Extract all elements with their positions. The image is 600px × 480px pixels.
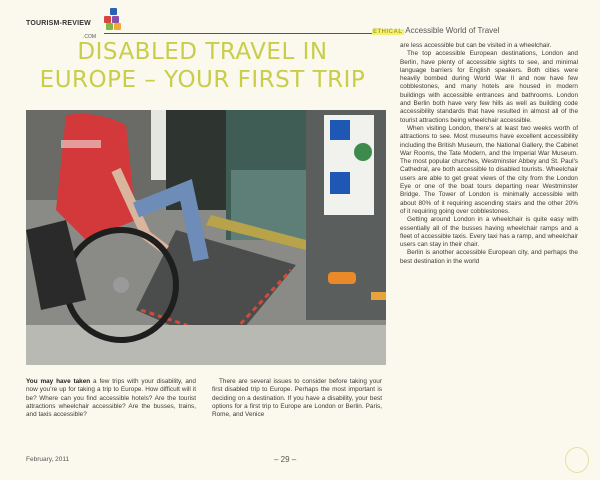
article-photo: [26, 110, 386, 365]
lead-in: You may have taken: [26, 378, 91, 385]
paragraph: Getting around London in a wheelchair is quite easy with essentially all of the busses having wheelchair ramps and a fleet of accessible taxis. Every taxi has a ramp, and wheelchair users can stay in their chair.: [400, 216, 578, 249]
wheelchair-sign-icon: [330, 120, 350, 140]
paragraph: Berlin is another accessible European city, and perhaps the best destination in the world: [400, 249, 578, 265]
logo-blocks-icon: [102, 8, 132, 30]
logo-suffix: .COM: [83, 34, 97, 40]
emblem-icon: [565, 447, 589, 473]
title-line-2: EUROPE – YOUR FIRST TRIP: [39, 67, 366, 93]
header-rule: [104, 33, 372, 34]
section-header: [372, 26, 499, 35]
paragraph: There are several issues to consider before taking your first disabled trip to Europe. Perhaps the most important is deciding on a destination. If you have a disability, your best options for a first trip to Europe are London or Berlin. Paris, Rome, and Venice: [212, 378, 382, 419]
paragraph: are less accessible but can be visited in a wheelchair.: [400, 42, 552, 49]
paragraph: The top accessible European destinations, London and Berlin, have plenty of accessible sights to see, and minimal language barriers for English speakers. Both cities were heavily bombed during World War II and now have few cobblestones, and many hotels are housed in modern buildings with accessible entrances and bathrooms. London and Berlin both have very few hills as well as building code accessibility standards that have resulted in almost all of the tourist attractions being wheelchair accessible.: [400, 50, 578, 124]
title-line-1: DISABLED TRAVEL IN: [77, 39, 328, 65]
intro-paragraph: You may have taken a few trips with your disability, and now you’re up for taking a trip to Europe. How difficult will it be? Where can you find accessible hotels? Are the tourist attractions wheelchair accessible? Are the busses, trains, and taxis accessible?: [26, 378, 196, 419]
article-title: [20, 38, 385, 94]
pedestrian-sign-icon: [330, 172, 350, 194]
article-column-right: [400, 42, 578, 266]
section-tag: ETHICAL: [373, 29, 403, 35]
issue-date: February, 2011: [26, 456, 70, 463]
section-title: Accessible World of Travel: [405, 26, 500, 35]
logo-text: TOURISM-REVIEW: [26, 20, 91, 27]
paragraph: When visiting London, there’s at least two weeks worth of attractions to see. Most museums have excellent accessibility including the British Museum, the National Gallery, the Cabinet War Rooms, the Tate Modern, and the Imperial War Museum. The most popular churches, Westminster Abbey and St. Paul’s Cathedral, are both accessible to disabled tourists. Wheelchair users are able to get great views of the city from the London Eye or one of the boat tours departing near Westminster Bridge. The Tower of London is minimally accessible with about 80% of it requiring ascending stairs and the other 20% of it requiring going over cobblestones.: [400, 124, 578, 215]
article-column-middle: [212, 378, 382, 419]
article-column-left: [26, 378, 196, 419]
wheelchair-bus-ramp-image: [26, 110, 386, 365]
page-number: – 29 –: [274, 455, 297, 464]
